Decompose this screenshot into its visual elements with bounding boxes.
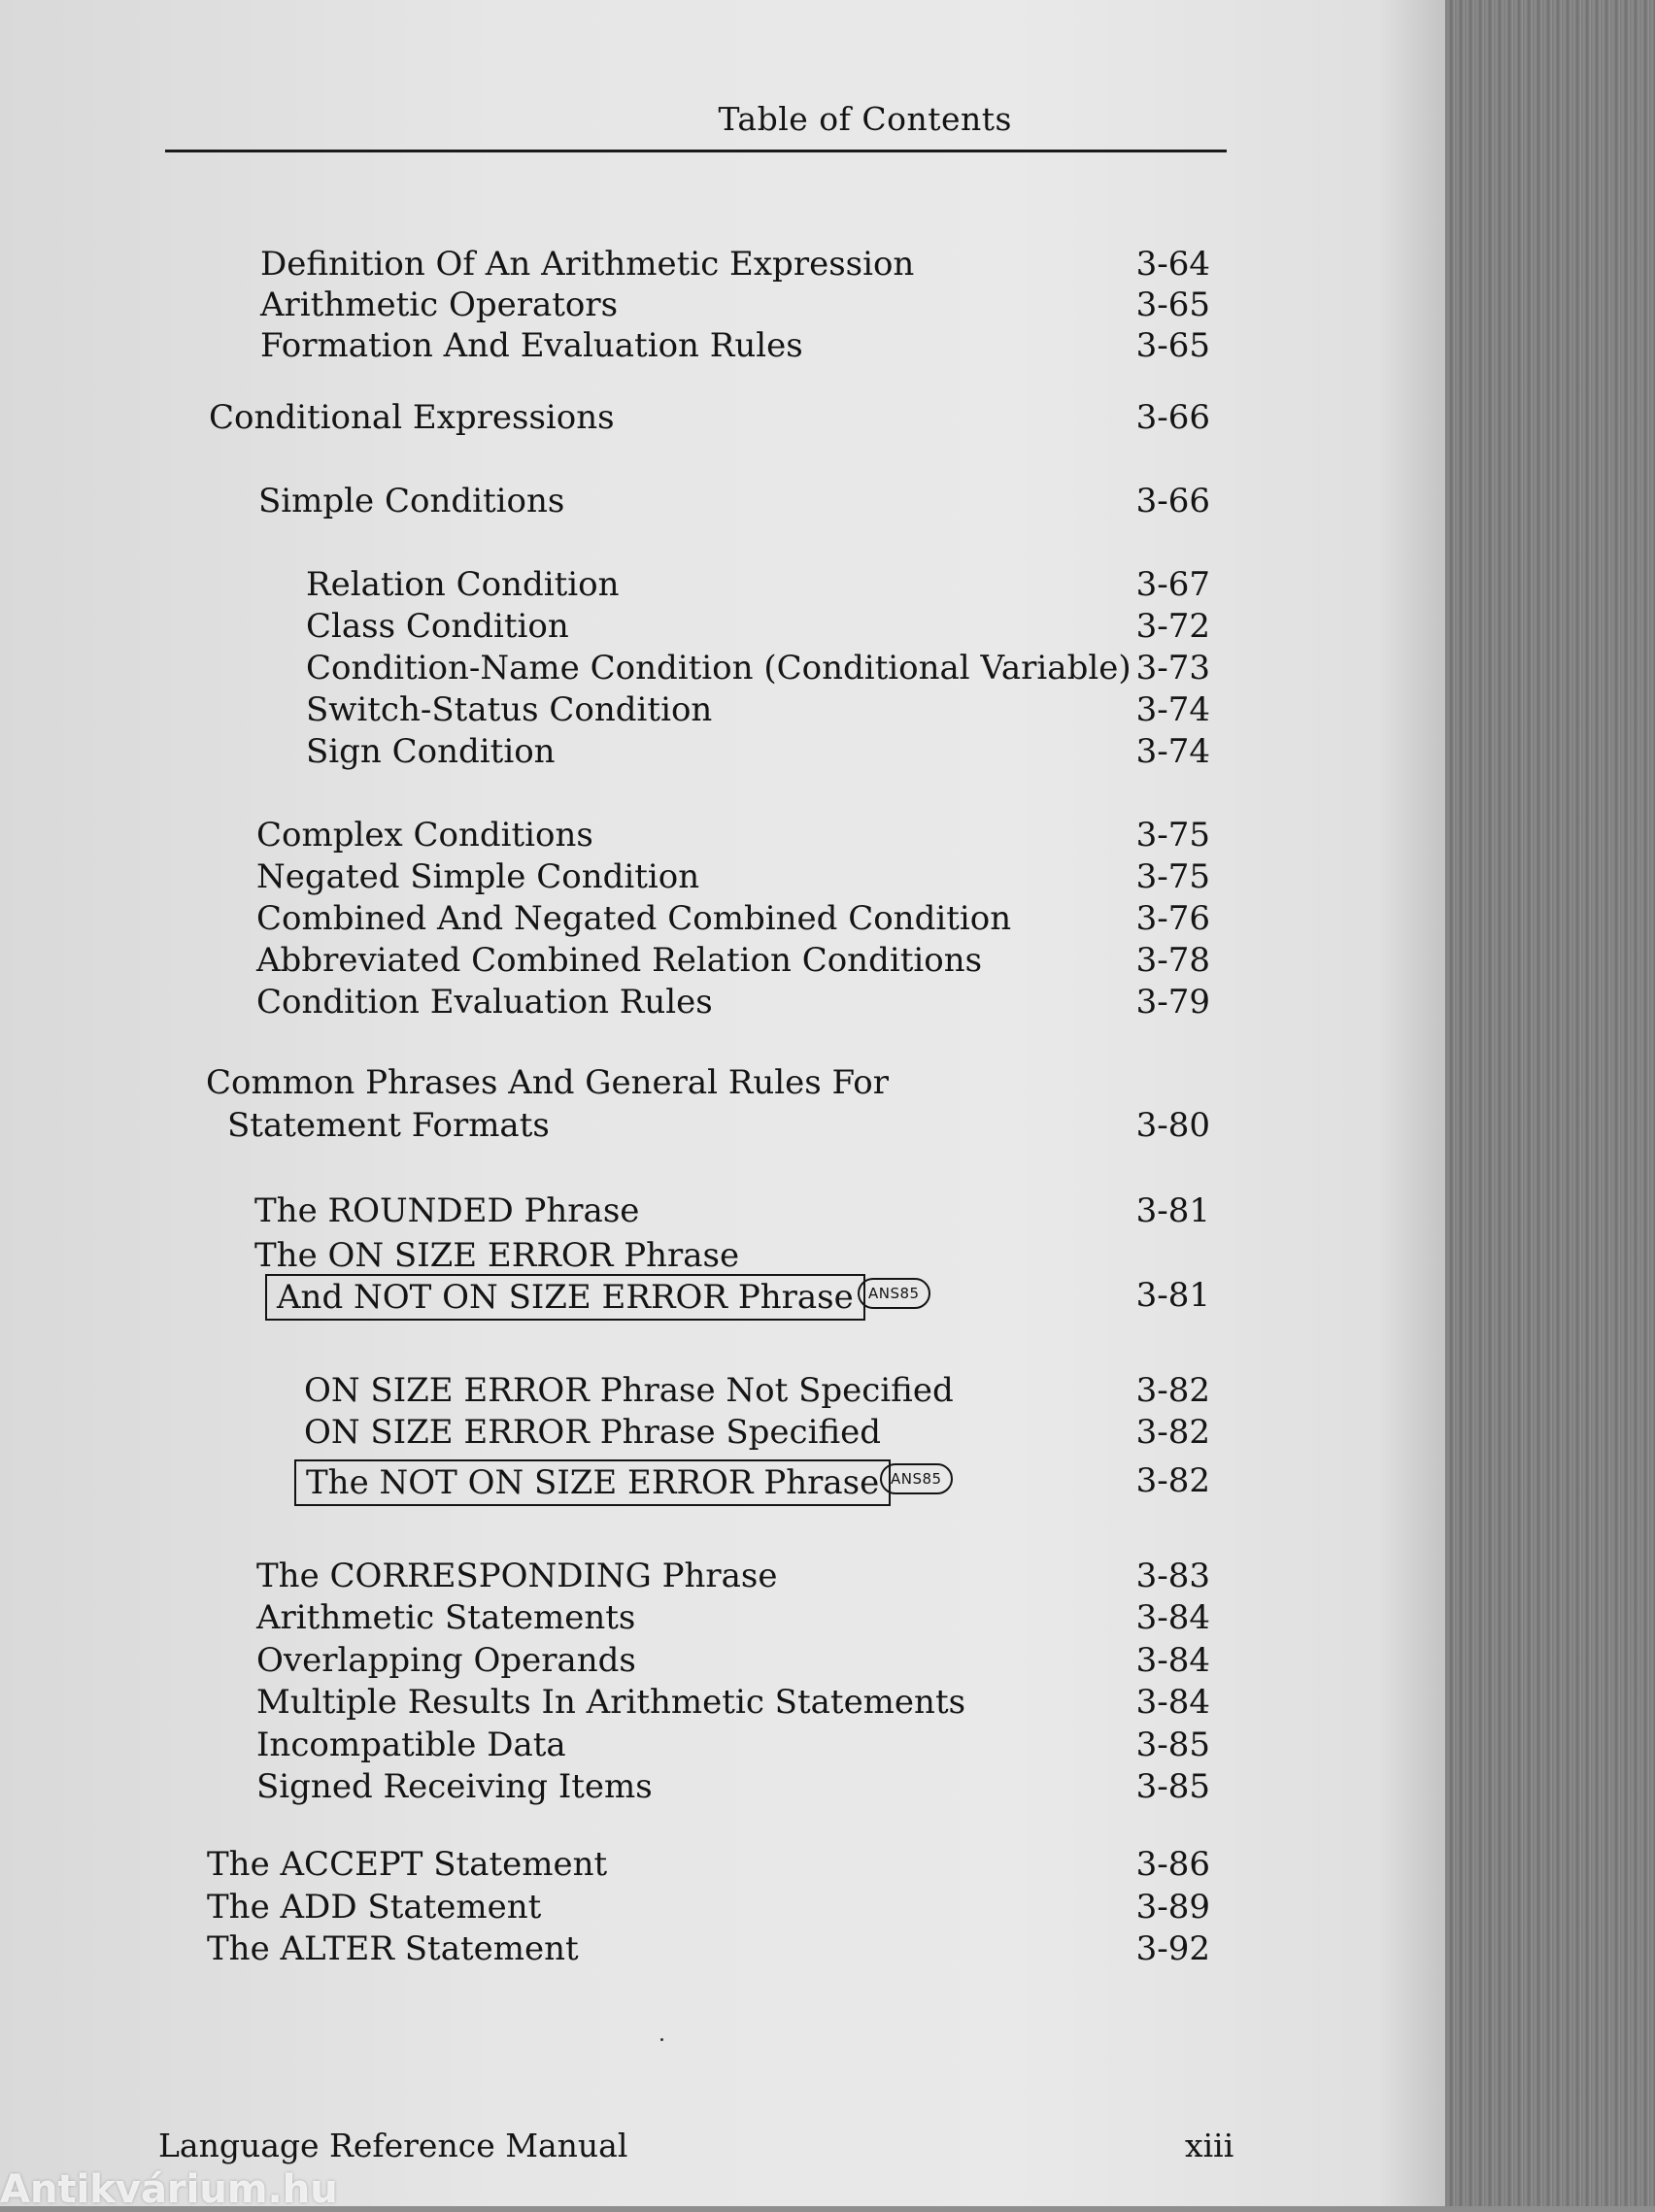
toc-entry-label: Class Condition bbox=[306, 607, 569, 646]
toc-entry-label: Switch-Status Condition bbox=[306, 690, 713, 729]
toc-entry-label: Condition Evaluation Rules bbox=[256, 983, 713, 1022]
toc-entry bbox=[0, 1555, 1445, 1597]
toc-entry-label: Incompatible Data bbox=[256, 1726, 566, 1764]
header-title: Table of Contents bbox=[718, 100, 1012, 138]
toc-entry-page: 3-86 bbox=[1135, 1845, 1210, 1884]
footer-page-number: xiii bbox=[1185, 2127, 1234, 2164]
ans85-badge: ANS85 bbox=[880, 1463, 953, 1494]
toc-entry-page: 3-74 bbox=[1135, 690, 1210, 729]
toc-entry-label: Relation Condition bbox=[306, 565, 620, 604]
toc-entry-label: Negated Simple Condition bbox=[256, 857, 700, 896]
toc-entry bbox=[0, 396, 1445, 439]
toc-entry-page: 3-66 bbox=[1135, 398, 1210, 437]
toc-entry-label: Conditional Expressions bbox=[209, 398, 615, 437]
toc-entry-label: Overlapping Operands bbox=[256, 1641, 636, 1680]
toc-entry-label: The ACCEPT Statement bbox=[207, 1845, 608, 1884]
toc-entry-label: The CORRESPONDING Phrase bbox=[256, 1557, 778, 1595]
toc-entry bbox=[0, 563, 1445, 606]
toc-entry-page: 3-79 bbox=[1135, 983, 1210, 1022]
toc-entry bbox=[0, 1724, 1445, 1766]
toc-entry-label: Definition Of An Arithmetic Expression bbox=[260, 245, 915, 284]
toc-entry bbox=[0, 1234, 1445, 1277]
toc-entry-page: 3-85 bbox=[1135, 1767, 1210, 1806]
toc-entry bbox=[0, 1061, 1445, 1104]
toc-entry-page: 3-82 bbox=[1135, 1413, 1210, 1452]
header-rule bbox=[165, 150, 1227, 152]
toc-entry bbox=[0, 284, 1445, 326]
toc-entry-page: 3-81 bbox=[1135, 1276, 1210, 1315]
toc-entry bbox=[0, 605, 1445, 648]
toc-entry-page: 3-75 bbox=[1135, 857, 1210, 896]
toc-entry-label: Simple Conditions bbox=[258, 482, 565, 520]
toc-entry-label: Condition-Name Condition (Conditional Variable) bbox=[306, 649, 1131, 687]
toc-entry bbox=[0, 814, 1445, 856]
toc-entry-label: Common Phrases And General Rules For bbox=[206, 1063, 889, 1102]
toc-entry bbox=[0, 1411, 1445, 1454]
toc-entry bbox=[0, 1596, 1445, 1639]
toc-entry-label: The ALTER Statement bbox=[207, 1929, 579, 1968]
toc-entry bbox=[0, 1843, 1445, 1886]
toc-entry bbox=[0, 981, 1445, 1023]
print-speck bbox=[660, 2038, 663, 2041]
toc-entry-page: 3-84 bbox=[1135, 1598, 1210, 1637]
toc-entry bbox=[0, 1104, 1445, 1147]
toc-entry-label: Statement Formats bbox=[227, 1106, 550, 1145]
toc-entry bbox=[0, 897, 1445, 940]
toc-entry-label: Multiple Results In Arithmetic Statements bbox=[256, 1683, 966, 1722]
toc-entry-page: 3-75 bbox=[1135, 816, 1210, 855]
toc-entry-page: 3-64 bbox=[1135, 245, 1210, 284]
toc-entry bbox=[0, 1681, 1445, 1724]
toc-entry-page: 3-84 bbox=[1135, 1683, 1210, 1722]
toc-entry-page: 3-81 bbox=[1135, 1191, 1210, 1230]
toc-entry-page: 3-83 bbox=[1135, 1557, 1210, 1595]
toc-entry-page: 3-66 bbox=[1135, 482, 1210, 520]
toc-entry-page: 3-76 bbox=[1135, 899, 1210, 938]
toc-entry-label: And NOT ON SIZE ERROR Phrase bbox=[265, 1274, 865, 1321]
toc-entry-label: Formation And Evaluation Rules bbox=[260, 326, 803, 365]
toc-entry-label: Arithmetic Statements bbox=[256, 1598, 636, 1637]
toc-entry bbox=[0, 730, 1445, 773]
ans85-badge: ANS85 bbox=[858, 1278, 930, 1309]
toc-entry-label: Arithmetic Operators bbox=[260, 285, 619, 324]
toc-entry bbox=[0, 1886, 1445, 1928]
toc-entry-label: Abbreviated Combined Relation Conditions bbox=[256, 941, 983, 980]
toc-entry-page: 3-67 bbox=[1135, 565, 1210, 604]
toc-entry bbox=[0, 480, 1445, 522]
toc-entry-page: 3-72 bbox=[1135, 607, 1210, 646]
toc-entry-page: 3-78 bbox=[1135, 941, 1210, 980]
book-gutter bbox=[1445, 0, 1655, 2206]
toc-entry-page: 3-73 bbox=[1135, 649, 1210, 687]
toc-entry bbox=[0, 939, 1445, 982]
toc-entry bbox=[0, 324, 1445, 367]
toc-entry bbox=[0, 1190, 1445, 1232]
toc-entry-label: Combined And Negated Combined Condition bbox=[256, 899, 1012, 938]
watermark: Antikvárium.hu bbox=[0, 2167, 338, 2212]
toc-entry-page: 3-82 bbox=[1135, 1371, 1210, 1410]
toc-entry-label: Signed Receiving Items bbox=[256, 1767, 653, 1806]
toc-entry bbox=[0, 855, 1445, 898]
toc-entry bbox=[0, 1927, 1445, 1970]
toc-entry-label: Complex Conditions bbox=[256, 816, 593, 855]
toc-entry-label: ON SIZE ERROR Phrase Specified bbox=[304, 1413, 882, 1452]
toc-entry-page: 3-85 bbox=[1135, 1726, 1210, 1764]
toc-entry-label: The NOT ON SIZE ERROR Phrase bbox=[294, 1459, 891, 1506]
toc-entry-page: 3-84 bbox=[1135, 1641, 1210, 1680]
toc-entry bbox=[0, 1639, 1445, 1682]
toc-entry-page: 3-82 bbox=[1135, 1461, 1210, 1500]
toc-entry bbox=[0, 1459, 1445, 1502]
toc-entry-label: The ROUNDED Phrase bbox=[254, 1191, 640, 1230]
toc-entry-label: ON SIZE ERROR Phrase Not Specified bbox=[304, 1371, 954, 1410]
toc-entry-page: 3-65 bbox=[1135, 326, 1210, 365]
toc-entry bbox=[0, 243, 1445, 285]
toc-entry-label: Sign Condition bbox=[306, 732, 556, 771]
toc-entry-page: 3-80 bbox=[1135, 1106, 1210, 1145]
toc-entry-label: The ON SIZE ERROR Phrase bbox=[254, 1236, 740, 1275]
toc-entry-page: 3-74 bbox=[1135, 732, 1210, 771]
toc-entry bbox=[0, 647, 1445, 689]
page-edge-shadow bbox=[1379, 0, 1445, 2206]
toc-entry bbox=[0, 1274, 1445, 1317]
toc-entry-page: 3-92 bbox=[1135, 1929, 1210, 1968]
toc-entry bbox=[0, 1369, 1445, 1412]
toc-entry-page: 3-65 bbox=[1135, 285, 1210, 324]
toc-entry bbox=[0, 688, 1445, 731]
toc-entry-label: The ADD Statement bbox=[207, 1888, 542, 1927]
toc-entry bbox=[0, 1765, 1445, 1808]
toc-entry-page: 3-89 bbox=[1135, 1888, 1210, 1927]
footer-title: Language Reference Manual bbox=[158, 2127, 628, 2164]
